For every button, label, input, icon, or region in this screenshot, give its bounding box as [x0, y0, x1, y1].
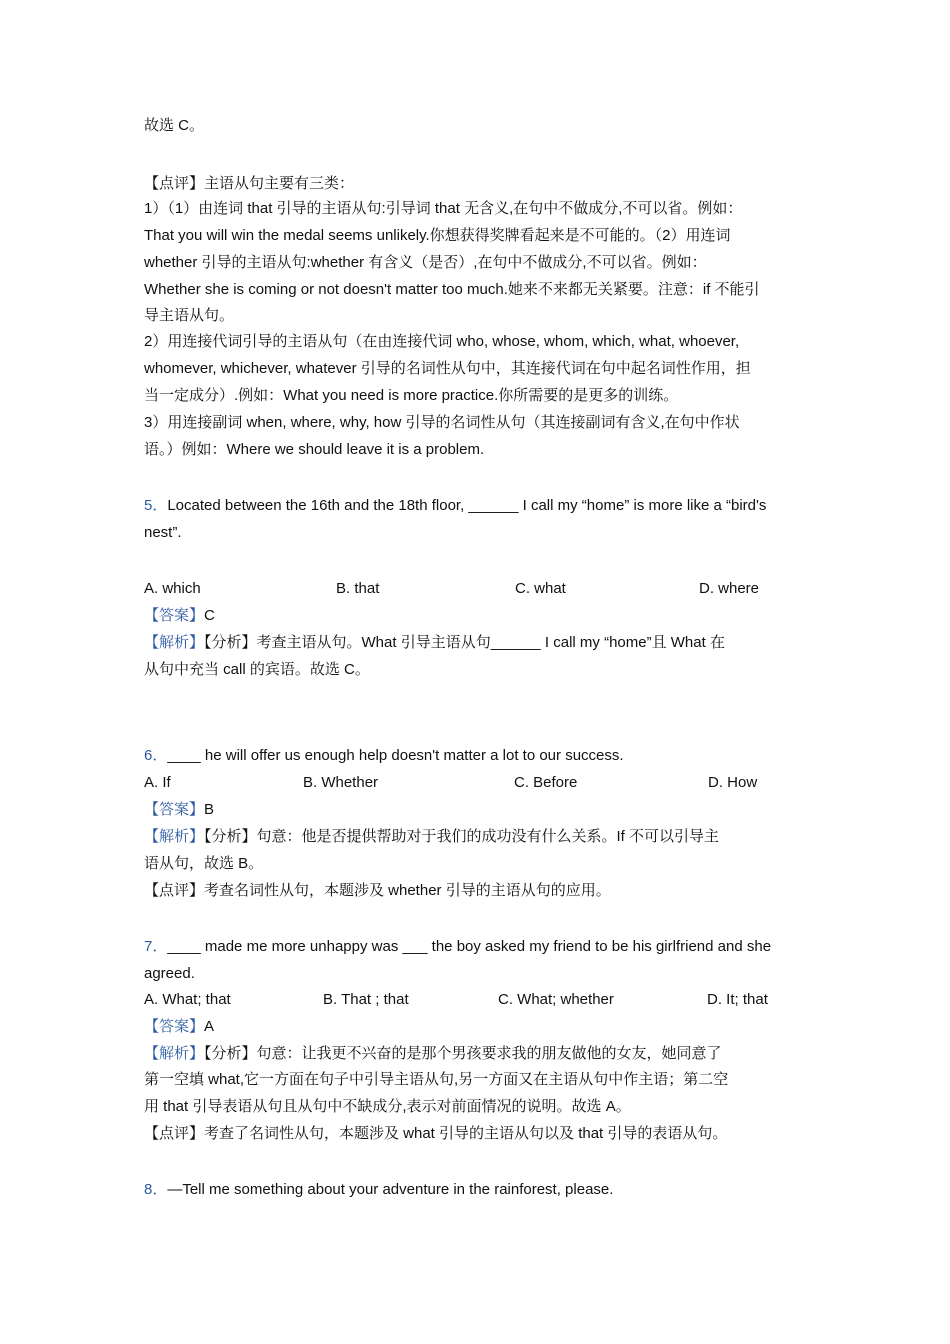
q6-option-d: D. How	[708, 774, 758, 791]
q7-option-b: B. That ; that	[323, 991, 409, 1008]
q5-answer-tag: 【答案】	[144, 607, 205, 624]
q6-analysis-tag: 【解析】	[144, 828, 205, 845]
q6-stem	[144, 746, 624, 766]
q7-stem-text: ____ made me more unhappy was ___ the boy asked my friend to be his girlfriend and she	[167, 938, 772, 955]
q6-stem-text: ____ he will offer us enough help doesn't matter a lot to our success.	[167, 747, 624, 764]
q5-stem-cont: nest”.	[144, 524, 182, 541]
q6-answer	[144, 800, 214, 820]
comment-heading: 【点评】主语从句主要有三类：	[144, 175, 355, 192]
q7-answer-tag: 【答案】	[144, 1018, 205, 1035]
q7-number: 7．	[144, 938, 168, 955]
q7-option-c: C. What; whether	[498, 991, 614, 1008]
q5-answer	[144, 606, 215, 626]
q5-option-a: A. which	[144, 580, 201, 597]
q6-option-b: B. Whether	[303, 774, 379, 791]
q7-analysis	[144, 1044, 722, 1064]
q5-analysis-tag: 【解析】	[144, 634, 205, 651]
q5-analysis-text: 【分析】考查主语从句。What 引导主语从句______ I call my “home”且 What 在	[204, 634, 725, 651]
comment-line: That you will win the medal seems unlikely.你想获得奖牌看起来是不可能的。（2）用连词	[144, 227, 731, 244]
comment-line: 1）（1）由连词 that 引导的主语从句:引导词 that 无含义,在句中不做成分,不可以省。例如：	[144, 200, 743, 217]
q7-analysis-cont: 用 that 引导表语从句且从句中不缺成分,表示对前面情况的说明。故选 A。	[144, 1098, 631, 1115]
comment-line: 当一定成分）.例如：What you need is more practice.你所需要的是更多的训练。	[144, 387, 679, 404]
q5-option-b: B. that	[336, 580, 380, 597]
q7-answer	[144, 1017, 214, 1037]
q7-answer-value: A	[204, 1018, 215, 1035]
q5-analysis	[144, 633, 725, 653]
q8-stem-text: —Tell me something about your adventure in the rainforest, please.	[167, 1181, 614, 1198]
top-answer: 故选 C。	[144, 117, 205, 134]
q7-analysis-text: 【分析】句意：让我更不兴奋的是那个男孩要求我的朋友做他的女友，她同意了	[204, 1045, 722, 1062]
comment-line: 导主语从句。	[144, 307, 235, 324]
q5-stem-text: Located between the 16th and the 18th floor, ______ I call my “home” is more like a “bird's	[167, 497, 767, 514]
q7-analysis-cont: 第一空填 what,它一方面在句子中引导主语从句,另一方面又在主语从句中作主语；第二空	[144, 1071, 729, 1088]
q6-comment: 【点评】考查名词性从句，本题涉及 whether 引导的主语从句的应用。	[144, 882, 611, 899]
comment-line: Whether she is coming or not doesn't matter too much.她来不来都无关紧要。注意：if 不能引	[144, 281, 760, 298]
q6-analysis	[144, 827, 719, 847]
q6-option-a: A. If	[144, 774, 171, 791]
q7-comment: 【点评】考查了名词性从句，本题涉及 what 引导的主语从句以及 that 引导的表语从句。	[144, 1125, 728, 1142]
q5-analysis-cont: 从句中充当 call 的宾语。故选 C。	[144, 661, 370, 678]
q5-option-d: D. where	[699, 580, 760, 597]
q6-answer-tag: 【答案】	[144, 801, 205, 818]
q8-number: 8．	[144, 1181, 168, 1198]
q6-analysis-cont: 语从句，故选 B。	[144, 855, 264, 872]
comment-line: whomever, whichever, whatever 引导的名词性从句中，其连接代词在句中起名词性作用，担	[144, 360, 751, 377]
q7-stem-cont: agreed.	[144, 965, 195, 982]
comment-line: 语。）例如：Where we should leave it is a problem.	[144, 441, 485, 458]
q5-option-c: C. what	[515, 580, 566, 597]
q5-answer-value: C	[204, 607, 215, 624]
comment-line: whether 引导的主语从句:whether 有含义（是否）,在句中不做成分,不可以省。例如：	[144, 254, 707, 271]
q6-answer-value: B	[204, 801, 215, 818]
comment-line: 3）用连接副词 when, where, why, how 引导的名词性从句（其连接副词有含义,在句中作状	[144, 414, 740, 431]
q8-stem	[144, 1180, 613, 1200]
q6-option-c: C. Before	[514, 774, 578, 791]
q6-analysis-text: 【分析】句意：他是否提供帮助对于我们的成功没有什么关系。If 不可以引导主	[204, 828, 720, 845]
q5-number: 5．	[144, 497, 168, 514]
q7-option-a: A. What; that	[144, 991, 231, 1008]
q7-stem	[144, 937, 771, 957]
q7-analysis-tag: 【解析】	[144, 1045, 205, 1062]
comment-line: 2）用连接代词引导的主语从句（在由连接代词 who, whose, whom, which, what, whoever,	[144, 333, 740, 350]
q6-number: 6．	[144, 747, 168, 764]
q5-stem	[144, 496, 766, 516]
q7-option-d: D. It; that	[707, 991, 768, 1008]
